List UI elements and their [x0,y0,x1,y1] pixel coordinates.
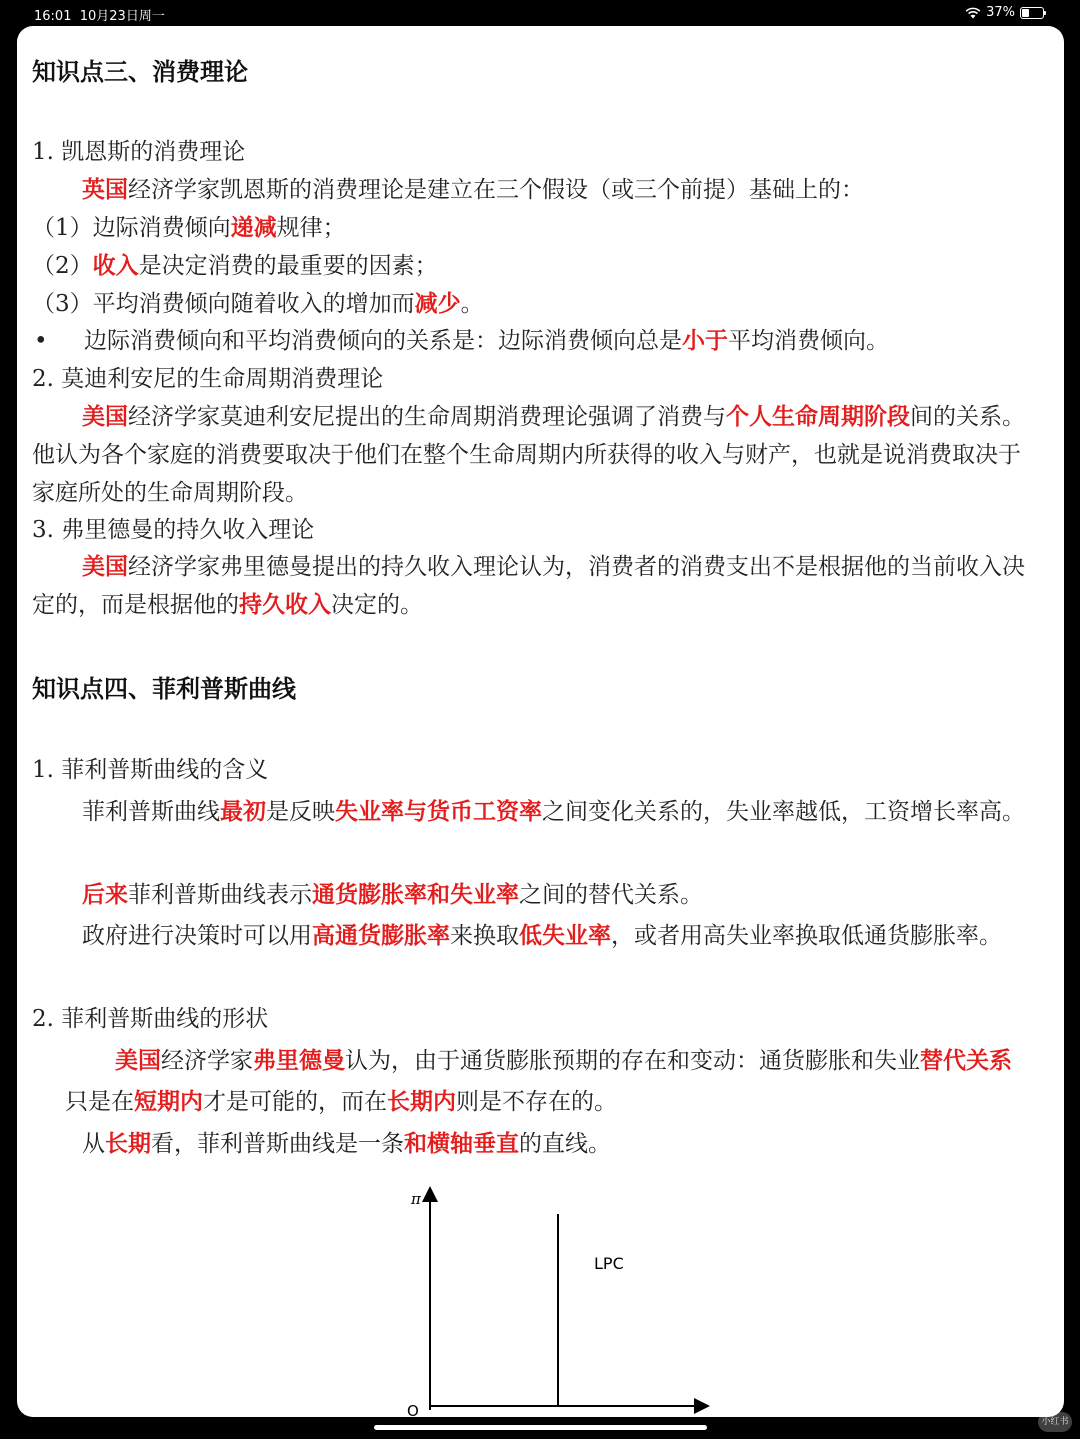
item2-tail: 是决定消费的最重要的因素； [138,253,438,279]
item3-highlight: 减少 [414,291,461,317]
status-bar [0,0,1080,26]
modigliani-text: 经济学家莫迪利安尼提出的生命周期消费理论强调了消费与 [128,404,726,430]
modigliani-highlight: 个人生命周期阶段 [726,404,910,430]
p5-text-c: 看，菲利普斯曲线是一条 [151,1131,404,1157]
status-time [34,5,165,24]
p2-text-b: 菲利普斯曲线表示 [128,882,312,908]
p3-highlight-b: 高通货膨胀率 [312,923,450,949]
p5-highlight-b: 长期 [105,1131,151,1157]
item1-text: （1）边际消费倾向 [32,215,231,241]
battery-percent: 37% [986,5,1015,20]
phillips-meaning-heading: 1. 菲利普斯曲线的含义 [32,757,269,783]
p3-text-c: 来换取 [450,923,519,949]
phillips-long-run-chart [397,1184,727,1417]
p4-highlight-c: 弗里德曼 [253,1048,345,1074]
keynes-intro-text: 经济学家凯恩斯的消费理论是建立在三个假设（或三个前提）基础上的： [128,177,864,203]
bullet-tail: 平均消费倾向。 [728,328,889,354]
item2-highlight: 收入 [92,253,139,279]
p4-text-f: 只是在 [65,1089,134,1115]
phillips-p3 [32,916,1027,957]
bullet-highlight: 小于 [682,328,728,354]
item1-tail: 规律； [276,215,346,241]
wifi-icon [965,7,981,19]
phillips-p4 [65,1041,1027,1123]
keynes-item-3 [32,285,484,323]
p1-highlight-d: 失业率与货币工资率 [335,799,542,825]
p3-text-a: 政府进行决策时可以用 [82,923,312,949]
y-axis-label: π [411,1190,421,1208]
document-page [17,26,1064,1417]
keynes-item-2 [32,247,438,285]
p2-highlight-c: 通货膨胀率和失业率 [312,882,519,908]
item3-text: （3）平均消费倾向随着收入的增加而 [32,291,415,317]
p1-highlight-b: 最初 [220,799,266,825]
status-clock: 16:01 [34,9,72,24]
phillips-p1 [32,792,1027,833]
p4-text-b: 经济学家 [161,1048,253,1074]
p4-highlight-i: 长期内 [387,1089,456,1115]
p4-highlight-g: 短期内 [134,1089,203,1115]
p4-highlight-e: 替代关系 [920,1048,1012,1074]
friedman-text: 经济学家弗里德曼提出的持久收入理论认为，消费者的消费支出不是根据他的当前收入决定的，而是根据他的 [32,554,1025,618]
friedman-country: 美国 [82,554,128,580]
p3-highlight-d: 低失业率 [519,923,611,949]
section4-title: 知识点四、菲利普斯曲线 [32,675,296,703]
item1-highlight: 递减 [230,215,277,241]
p1-text-a: 菲利普斯曲线 [82,799,220,825]
section3-title: 知识点三、消费理论 [32,58,248,86]
p5-text-e: 的直线。 [519,1131,611,1157]
status-date: 10月23日周一 [79,9,165,24]
modigliani-paragraph [32,398,1037,512]
p4-text-h: 才是可能的，而在 [203,1089,387,1115]
keynes-item-1 [32,209,346,247]
p4-highlight-a: 美国 [115,1048,161,1074]
origin-label: O [407,1402,419,1417]
battery-icon [1020,7,1044,19]
p5-highlight-d: 和横轴垂直 [404,1131,519,1157]
keynes-intro-highlight: 英国 [82,177,128,203]
phillips-p5 [82,1124,611,1165]
p1-text-c: 是反映 [266,799,335,825]
p3-text-e: ，或者用高失业率换取低通货膨胀率。 [611,923,1002,949]
modigliani-heading: 2. 莫迪利安尼的生命周期消费理论 [32,366,384,392]
friedman-paragraph [32,548,1037,624]
friedman-heading: 3. 弗里德曼的持久收入理论 [32,517,315,543]
phillips-p2 [82,875,703,916]
watermark-badge: 小红书 [1038,1412,1072,1432]
p4-text-j: 则是不存在的。 [456,1089,617,1115]
bullet-mark: • [34,328,48,354]
keynes-heading: 1. 凯恩斯的消费理论 [32,139,246,165]
bullet-text: 边际消费倾向和平均消费倾向的关系是：边际消费倾向总是 [84,328,682,354]
modigliani-tail: 间的关系。他认为各个家庭的消费要取决于他们在整个生命周期内所获得的收入与财产，也就是说消费取决于家庭所处的生命周期阶段。 [32,404,1025,506]
item3-tail: 。 [460,291,484,317]
p1-text-e: 之间变化关系的，失业率越低，工资增长率高。 [542,799,1025,825]
friedman-highlight: 持久收入 [239,592,331,618]
p2-text-d: 之间的替代关系。 [519,882,703,908]
phillips-shape-heading: 2. 菲利普斯曲线的形状 [32,1006,269,1032]
lpc-label: LPC [594,1254,624,1273]
status-right [965,5,1044,20]
mpc-apc-bullet [32,322,889,360]
item2-text: （2） [32,253,93,279]
modigliani-country: 美国 [82,404,128,430]
home-indicator[interactable] [374,1425,707,1430]
p5-text-a: 从 [82,1131,105,1157]
battery-fill [1022,9,1029,17]
keynes-intro [82,171,864,209]
p4-text-d: 认为，由于通货膨胀预期的存在和变动：通货膨胀和失业 [345,1048,920,1074]
friedman-tail: 决定的。 [331,592,423,618]
p2-highlight-a: 后来 [82,882,128,908]
